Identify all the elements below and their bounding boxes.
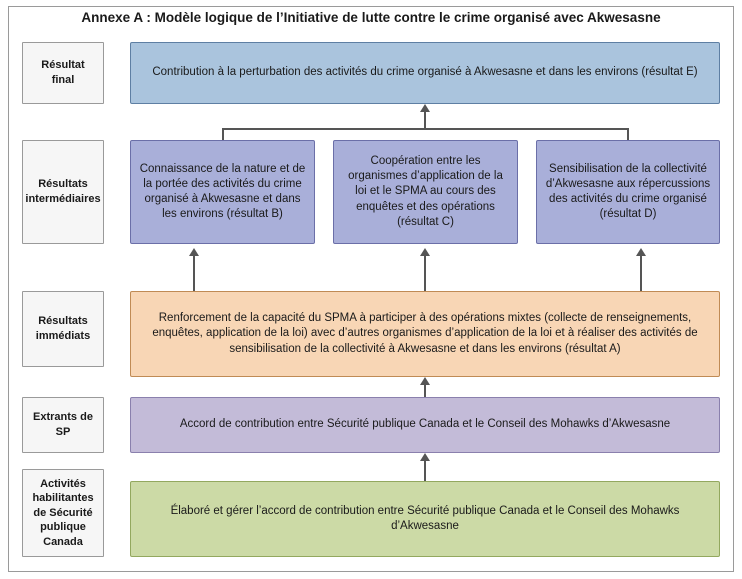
arrow-head-to-sp-output [420, 453, 430, 461]
box-intermediate-result-b: Connaissance de la nature et de la portée des activités du crime organisé à Akwesasne et dans les environs (résultat B) [130, 140, 315, 244]
arrow-head-to-immediate-result [420, 377, 430, 385]
row-label-final-result: Résultat final [22, 42, 104, 104]
connector-output-to-immediate [424, 385, 426, 397]
box-enabling-activity: Élaboré et gérer l’accord de contribution entre Sécurité publique Canada et le Conseil des Mohawks d’Akwesasne [130, 481, 720, 557]
connector-activity-to-output [424, 461, 426, 481]
row-label-intermediate-results: Résultats intermédiaires [22, 140, 104, 244]
box-final-result-e: Contribution à la perturbation des activités du crime organisé à Akwesasne et dans les environs (résultat E) [130, 42, 720, 104]
arrow-head-to-final-result [420, 104, 430, 112]
connector-immediate-to-b [193, 256, 195, 291]
box-intermediate-result-c: Coopération entre les organismes d’application de la loi et le SPMA au cours des enquêtes et des opérations (résultat C) [333, 140, 518, 244]
connector-riser-d [627, 128, 629, 140]
box-sp-output-contribution-agreement: Accord de contribution entre Sécurité publique Canada et le Conseil des Mohawks d’Akwesasne [130, 397, 720, 453]
page-title: Annexe A : Modèle logique de l’Initiative de lutte contre le crime organisé avec Akwesasne [81, 10, 661, 25]
box-intermediate-result-d: Sensibilisation de la collectivité d’Akwesasne aux répercussions des activités du crime organisé (résultat D) [536, 140, 720, 244]
connector-riser-c-to-final [424, 112, 426, 130]
row-label-immediate-results: Résultats immédiats [22, 291, 104, 367]
arrow-head-to-intermediate-d [636, 248, 646, 256]
box-immediate-result-a: Renforcement de la capacité du SPMA à participer à des opérations mixtes (collecte de renseignements, enquêtes, application de la loi) avec d’autres organismes d’application de la loi et à réaliser des activités de sensibilisation de la collectivité à Akwesasne et dans les environs (résultat A) [130, 291, 720, 377]
row-label-sp-outputs: Extrants de SP [22, 397, 104, 453]
arrow-head-to-intermediate-b [189, 248, 199, 256]
row-label-enabling-activities: Activités habilitantes de Sécurité publique Canada [22, 469, 104, 557]
connector-immediate-to-d [640, 256, 642, 291]
connector-riser-b [222, 128, 224, 140]
connector-immediate-to-c [424, 256, 426, 291]
arrow-head-to-intermediate-c [420, 248, 430, 256]
